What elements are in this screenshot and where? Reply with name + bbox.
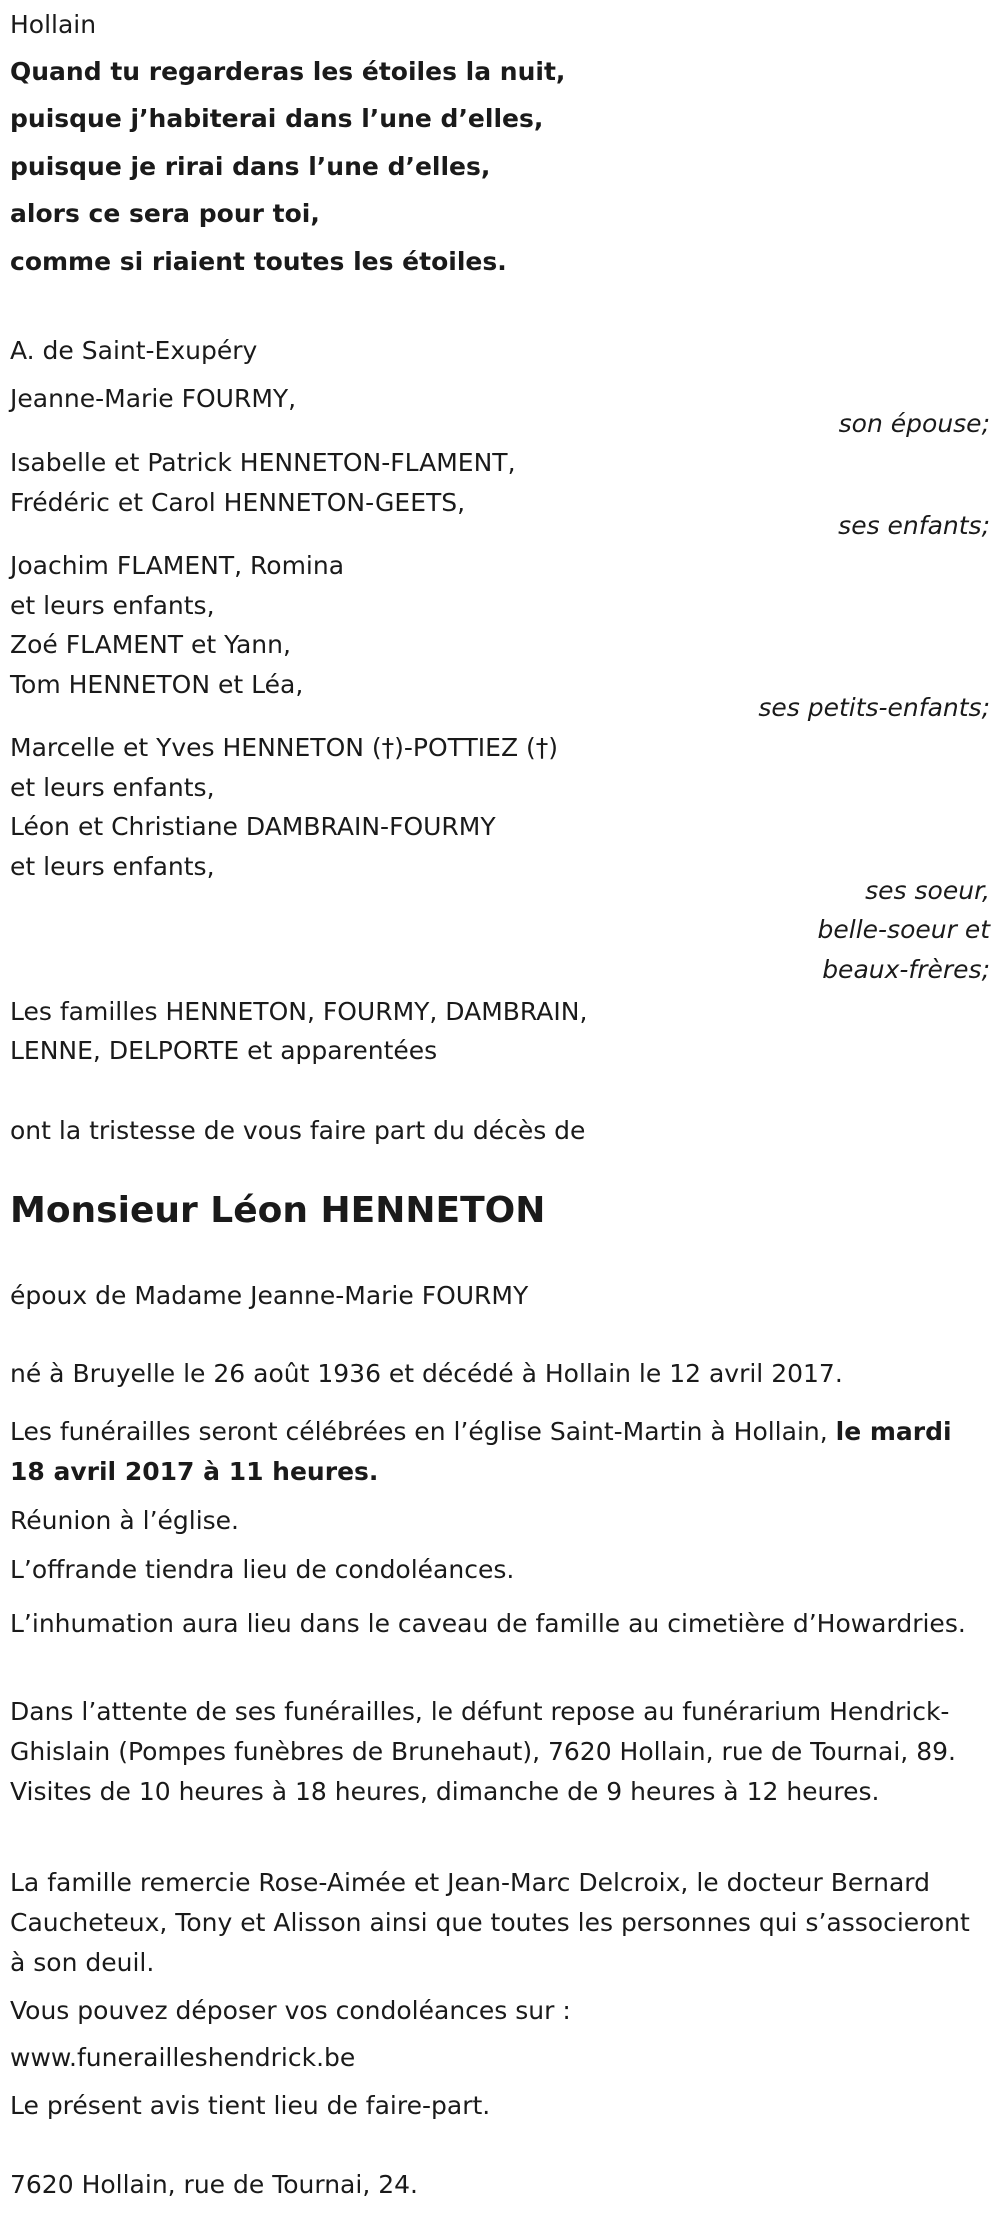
siblings-relation-3: beaux-frères; bbox=[822, 955, 990, 984]
child-2: Frédéric et Carol HENNETON-GEETS, bbox=[10, 488, 466, 517]
sibling-line-2: et leurs enfants, bbox=[10, 773, 215, 802]
child-1: Isabelle et Patrick HENNETON-FLAMENT, bbox=[10, 448, 516, 477]
sibling-line-4: et leurs enfants, bbox=[10, 852, 215, 881]
spouse-name: Jeanne-Marie FOURMY, bbox=[10, 384, 297, 413]
grandchild-line-3: Zoé FLAMENT et Yann, bbox=[10, 630, 291, 659]
grandchild-line-2: et leurs enfants, bbox=[10, 591, 215, 620]
condolences-intro: Vous pouvez déposer vos condoléances sur : bbox=[10, 1996, 571, 2025]
poem-line-2: puisque j’habiterai dans l’une d’elles, bbox=[10, 104, 544, 133]
funeral-info bbox=[10, 1412, 990, 1492]
poem-line-1: Quand tu regarderas les étoiles la nuit, bbox=[10, 57, 566, 86]
siblings-relation-2: belle-soeur et bbox=[817, 915, 990, 944]
thanks-info: La famille remercie Rose-Aimée et Jean-Marc Delcroix, le docteur Bernard Caucheteux, Tony et Alisson ainsi que toutes les personnes qui s’associeront à son deuil. bbox=[10, 1868, 970, 1977]
grandchildren-relation: ses petits-enfants; bbox=[758, 693, 990, 722]
poem-line-4: alors ce sera pour toi, bbox=[10, 199, 320, 228]
address: 7620 Hollain, rue de Tournai, 24. bbox=[10, 2170, 418, 2199]
funeral-date: le mardi 18 avril 2017 à 11 heures. bbox=[10, 1417, 952, 1486]
siblings-relation-1: ses soeur, bbox=[865, 876, 990, 905]
grandchild-line-1: Joachim FLAMENT, Romina bbox=[10, 551, 345, 580]
poem-line-5: comme si riaient toutes les étoiles. bbox=[10, 247, 507, 276]
spouse-of: époux de Madame Jeanne-Marie FOURMY bbox=[10, 1281, 529, 1310]
poem-line-3: puisque je rirai dans l’une d’elles, bbox=[10, 152, 491, 181]
meeting-info: Réunion à l’église. bbox=[10, 1506, 240, 1535]
burial-info: L’inhumation aura lieu dans le caveau de famille au cimetière d’Howardries. bbox=[10, 1609, 966, 1638]
birth-death: né à Bruyelle le 26 août 1936 et décédé à Hollain le 12 avril 2017. bbox=[10, 1359, 843, 1388]
notice-text: Le présent avis tient lieu de faire-part. bbox=[10, 2091, 491, 2120]
children-relation: ses enfants; bbox=[838, 511, 990, 540]
condolences-link[interactable]: www.funerailleshendrick.be bbox=[10, 2043, 356, 2072]
grandchild-line-4: Tom HENNETON et Léa, bbox=[10, 670, 304, 699]
sibling-line-1: Marcelle et Yves HENNETON (†)-POTTIEZ (†) bbox=[10, 733, 559, 762]
funeral-text: Les funérailles seront célébrées en l’église Saint-Martin à Hollain, bbox=[10, 1417, 836, 1446]
location-header: Hollain bbox=[10, 10, 97, 39]
offering-info: L’offrande tiendra lieu de condoléances. bbox=[10, 1555, 515, 1584]
rest-info: Dans l’attente de ses funérailles, le défunt repose au funérarium Hendrick-Ghislain (Pompes funèbres de Brunehaut), 7620 Hollain, rue de Tournai, 89. Visites de 10 heures à 18 heures, dimanche de 9 heures à 12 heures. bbox=[10, 1697, 956, 1806]
announcement: ont la tristesse de vous faire part du décès de bbox=[10, 1116, 586, 1145]
sibling-line-3: Léon et Christiane DAMBRAIN-FOURMY bbox=[10, 812, 496, 841]
families-line-2: LENNE, DELPORTE et apparentées bbox=[10, 1036, 438, 1065]
spouse-relation: son épouse; bbox=[838, 409, 990, 438]
poem-author: A. de Saint-Exupéry bbox=[10, 336, 258, 365]
families-line-1: Les familles HENNETON, FOURMY, DAMBRAIN, bbox=[10, 997, 588, 1026]
deceased-name: Monsieur Léon HENNETON bbox=[10, 1190, 546, 1231]
